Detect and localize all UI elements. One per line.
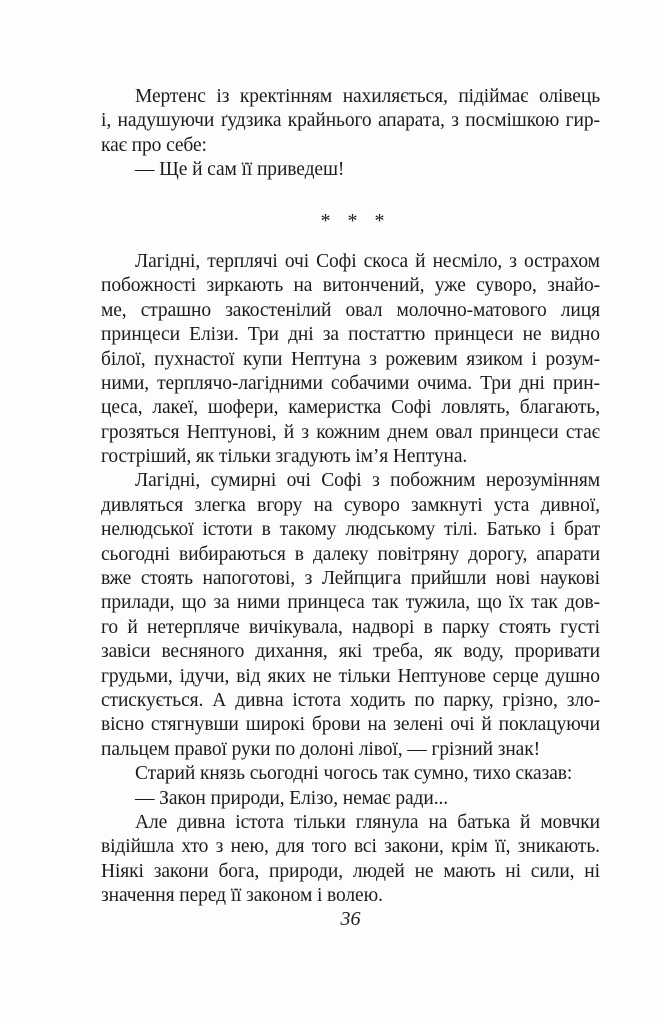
word: собачими (330, 372, 410, 394)
word: і (549, 519, 556, 541)
word: брат (564, 519, 600, 541)
word: що (477, 592, 502, 614)
word: пухнастої (154, 348, 235, 370)
word: з (301, 421, 309, 443)
word: серце (492, 665, 539, 687)
word: гир- (565, 110, 600, 132)
word: дивна (177, 811, 226, 833)
word: й (127, 616, 138, 638)
word: розум- (545, 348, 600, 370)
text-line (101, 348, 600, 372)
text-line (101, 689, 600, 713)
word: ні (505, 860, 521, 882)
word: стає (565, 421, 600, 443)
word: Але (135, 811, 168, 833)
word: овал (435, 421, 473, 443)
word: лакеї, (152, 397, 199, 419)
word: прилади, (101, 592, 175, 614)
text-line (101, 85, 600, 109)
word: принцеси (101, 324, 180, 346)
word: прин- (552, 372, 600, 394)
word: істоти (202, 519, 253, 541)
word: широкі (245, 714, 305, 736)
word: зелені (393, 714, 444, 736)
word: Нептунове (397, 665, 486, 687)
word: так (371, 592, 399, 614)
word: з (215, 836, 224, 858)
word: проривати (514, 641, 600, 663)
word: Нептуна (290, 348, 361, 370)
word: шофери, (207, 397, 279, 419)
word: принцеси (479, 421, 559, 443)
paragraph (101, 85, 600, 158)
word: не (522, 324, 542, 346)
word: апарата, (377, 110, 445, 132)
word: не (414, 860, 434, 882)
word: її, (495, 836, 511, 858)
word: хто (181, 836, 209, 858)
word: на (367, 714, 387, 736)
word: з (304, 568, 313, 590)
word: кожним (316, 421, 381, 443)
word: прийшли (410, 568, 487, 590)
word: Елізи. (189, 324, 239, 346)
word: Три (247, 324, 279, 346)
text-line (101, 518, 600, 542)
word: на (293, 275, 313, 297)
word: стягнувши (150, 714, 239, 736)
word: як (434, 641, 453, 663)
word: відійшла (101, 836, 175, 858)
word: благають, (519, 397, 600, 419)
word: днем (387, 421, 429, 443)
word: язиком (466, 348, 523, 370)
word: не (312, 665, 332, 687)
word: стоять (140, 568, 193, 590)
word: й (415, 250, 426, 272)
word: всі (353, 836, 377, 858)
word: нею, (230, 836, 269, 858)
word: грозяться (101, 421, 180, 443)
word: від (236, 665, 261, 687)
word: наукові (539, 568, 600, 590)
paragraph (101, 250, 600, 470)
word: надушуючи (117, 110, 215, 132)
word: ґудзика (220, 110, 282, 132)
word: вичікувала, (248, 616, 343, 638)
word: дивляться (101, 494, 184, 516)
word: дорогу, (468, 543, 528, 565)
word: скоса (363, 250, 409, 272)
word: душно (545, 665, 600, 687)
text-line: — Закон природи, Елізо, немає ради... (135, 787, 449, 809)
word: парку (442, 616, 490, 638)
word: ними (236, 592, 281, 614)
word: парку, (443, 689, 494, 711)
paragraph (101, 811, 600, 909)
word: очі (450, 714, 475, 736)
word: треба, (373, 641, 424, 663)
word: Три (480, 372, 512, 394)
word: бога, (218, 860, 260, 882)
paragraph (101, 469, 600, 762)
word: Софі (391, 397, 432, 419)
word: так (531, 592, 558, 614)
word: молочно-матового (396, 299, 547, 321)
word: дивної, (540, 494, 600, 516)
word: ловлять, (441, 397, 510, 419)
word: сили, (530, 860, 575, 882)
word: такому (279, 519, 337, 541)
text-line (101, 494, 600, 518)
word: які (338, 641, 363, 663)
word: закони (153, 860, 209, 882)
word: принцеси (434, 324, 514, 346)
word: очі (286, 470, 311, 492)
word: істота (292, 689, 342, 711)
word: істота (235, 811, 284, 833)
word: крайнього (287, 110, 372, 132)
text-line (101, 372, 600, 396)
word: видно (550, 324, 600, 346)
word: яких (267, 665, 306, 687)
word: кректінням (239, 86, 333, 107)
word: суворо, (476, 275, 537, 297)
word: крім (451, 836, 488, 858)
word: Батько (486, 519, 541, 541)
word: густі (560, 616, 600, 638)
word: посмішкою (465, 110, 560, 132)
text-line (101, 665, 600, 689)
word: страшно (140, 299, 212, 321)
word: терплячо-лагідними (157, 372, 323, 394)
word: і (531, 348, 537, 370)
word: ні (584, 860, 600, 882)
word: дивна (235, 689, 284, 711)
word: зникають. (517, 836, 600, 858)
word: принцеса (287, 592, 365, 614)
text-line (101, 640, 600, 664)
word: повітряну (377, 543, 460, 565)
text-line: — Ще й сам її приведеш! (135, 159, 345, 181)
word: дні (288, 324, 314, 346)
word: нетерпляче (147, 616, 240, 638)
word: що (181, 592, 207, 614)
word: витончений, (322, 275, 425, 297)
word: білої, (101, 348, 146, 370)
word: овал (345, 299, 383, 321)
word: людей (352, 860, 405, 882)
word: уста (493, 494, 530, 516)
word: камеристка (288, 397, 382, 419)
word: олівець (538, 86, 600, 107)
word: вже (101, 568, 132, 590)
word: апарати (536, 543, 600, 565)
word: уже (434, 275, 466, 297)
word: зло- (566, 689, 600, 711)
word: й (481, 714, 492, 736)
word: і, (101, 110, 112, 132)
text-line: пальцем правої руки по долоні лівої, — грізний знак! (101, 738, 540, 760)
word: воду, (463, 641, 504, 663)
text-line (101, 835, 600, 859)
word: з (509, 250, 517, 272)
word: для (276, 836, 305, 858)
text-line (101, 299, 600, 323)
word: в (261, 519, 271, 541)
word: очі (284, 250, 310, 272)
text-line (101, 811, 600, 835)
word: рожевим (385, 348, 458, 370)
word: вісно (101, 714, 144, 736)
text-line: Старий князь сьогодні чогось так сумно, тихо сказав: (135, 763, 573, 785)
word: нелюдської (101, 519, 194, 541)
word: брови (311, 714, 361, 736)
text-line (101, 713, 600, 737)
word: на (313, 494, 333, 516)
word: й (520, 811, 531, 833)
word: грізно, (502, 689, 558, 711)
section-separator: * * * (320, 209, 391, 232)
word: ме, (101, 299, 127, 321)
word: Софі (321, 470, 362, 492)
word: Ніякі (101, 860, 144, 882)
word: Лейпцига (321, 568, 402, 590)
word: далеку (312, 543, 369, 565)
word: побожності (101, 275, 197, 297)
word: поклацуючи (498, 714, 600, 736)
word: Лагідні, (135, 470, 201, 492)
word: замкнуті (411, 494, 483, 516)
word: го (101, 616, 119, 638)
word: дихання, (255, 641, 328, 663)
word: з (369, 348, 377, 370)
word: суворо (343, 494, 400, 516)
word: природи, (269, 860, 344, 882)
word: А (212, 689, 227, 711)
word: завіси (101, 641, 151, 663)
word: людському (345, 519, 436, 541)
text-line: гостріший, як тільки згадують ім’я Нептуна. (101, 446, 468, 468)
word: побожним (390, 470, 476, 492)
text-line (101, 274, 600, 298)
word: тільки (338, 665, 391, 687)
word: мовчки (540, 811, 600, 833)
word: нерозумінням (485, 470, 600, 492)
page-number: 36 (340, 908, 361, 930)
text-line (101, 469, 600, 493)
word: в (294, 543, 304, 565)
word: з (451, 110, 459, 132)
word: несміло, (432, 250, 503, 272)
text-line: кає про себе: (101, 134, 207, 156)
text-line (101, 109, 600, 133)
word: цеса, (101, 397, 143, 419)
word: Софі (316, 250, 357, 272)
word: грудьми, (101, 665, 173, 687)
word: в (423, 616, 433, 638)
word: з (372, 470, 380, 492)
word: Лагідні, (135, 250, 201, 272)
word: того (311, 836, 347, 858)
word: ходить (350, 689, 406, 711)
word: Мертенс (135, 86, 206, 107)
word: за (213, 592, 230, 614)
word: весняного (161, 641, 245, 663)
word: нахиляється, (342, 86, 448, 107)
word: дні (519, 372, 545, 394)
word: острахом (523, 250, 600, 272)
word: сумирні (210, 470, 277, 492)
word: тільки (293, 811, 346, 833)
word: вибираються (179, 543, 286, 565)
text-line (101, 567, 600, 591)
word: сьогодні (101, 543, 170, 565)
text-line (101, 396, 600, 420)
word: нові (495, 568, 531, 590)
word: очима. (417, 372, 473, 394)
word: й (283, 421, 295, 443)
word: закостенілий (225, 299, 332, 321)
word: терплячі (207, 250, 278, 272)
word: надворі (352, 616, 415, 638)
word: батька (457, 811, 511, 833)
word: по (414, 689, 435, 711)
text-line (101, 591, 600, 615)
word: тілі. (444, 519, 478, 541)
word: постаттю (348, 324, 426, 346)
word: злегка (194, 494, 246, 516)
word: вгору (257, 494, 303, 516)
word: лиця (560, 299, 600, 321)
word: Нептунові, (186, 421, 277, 443)
text-line: значення перед її законом і волею. (101, 885, 383, 907)
word: їх (509, 592, 524, 614)
text-line (101, 250, 600, 274)
word: глянула (355, 811, 419, 833)
text-line (101, 323, 600, 347)
text-line (101, 543, 600, 567)
paragraph (101, 762, 600, 786)
word: зиркають (206, 275, 284, 297)
paragraph (101, 158, 600, 182)
word: ідучи, (179, 665, 230, 687)
word: стоять (498, 616, 551, 638)
word: за (322, 324, 339, 346)
text-block (101, 85, 600, 909)
word: тужила, (405, 592, 470, 614)
word: стискується. (101, 689, 204, 711)
text-line (101, 616, 600, 640)
word: із (216, 86, 230, 107)
word: ними, (101, 372, 150, 394)
word: підіймає (458, 86, 529, 107)
word: купи (242, 348, 283, 370)
word: мають (443, 860, 496, 882)
word: на (428, 811, 448, 833)
word: знайо- (547, 275, 600, 297)
paragraph (101, 787, 600, 811)
word: напоготові, (202, 568, 295, 590)
word: дов- (565, 592, 600, 614)
text-line (101, 421, 600, 445)
text-line (101, 860, 600, 884)
word: закони, (384, 836, 444, 858)
